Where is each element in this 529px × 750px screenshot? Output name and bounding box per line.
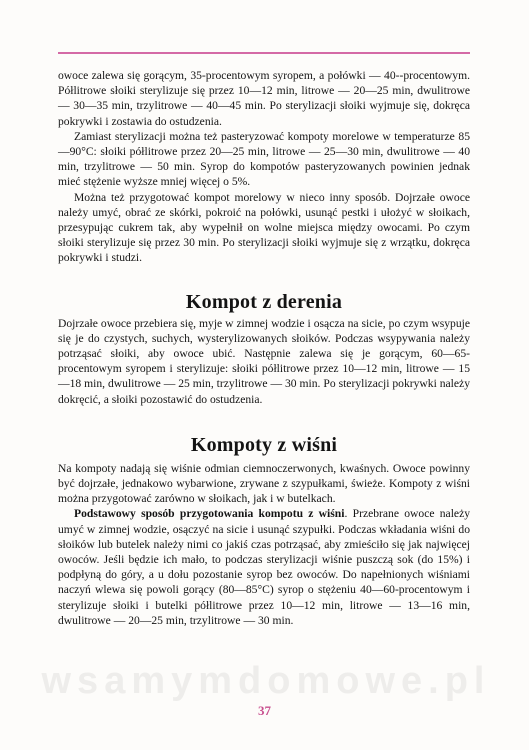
top-decorative-rule <box>58 52 470 54</box>
heading-kompoty-z-wisni: Kompoty z wiśni <box>190 433 338 456</box>
paragraph-cornel-compote: Dojrzałe owoce przebiera się, myje w zimnej wodzie i osącza na sicie, po czym wsypuje się je do czystych, suchych, wysterylizowanych słoików. Podczas wsypywania należy potrząsać słoiki, aby owoce ubić. Następnie zalewa się je gorącym, 60—65-procentowym syropem i sterylizuje: słoiki półlitrowe przez 10—12 min, litrowe — 15—18 min, dwulitrowe — 25 min, trzylitrowe — 30 min. Po sterylizacji pokrywki należy dokręcić, a słoiki pozostawić do ostudzenia. <box>58 316 470 406</box>
paragraph-lead-bold: Podstawowy sposób przygotowania kompotu z wiśni <box>74 507 345 521</box>
paragraph-apricot-alternative-method: Można też przygotować kompot morelowy w nieco inny sposób. Dojrzałe owoce należy umyć, obrać ze skórki, pokroić na połówki, usunąć pestki i ułożyć w słoikach, przesypując cukrem tak, aby wypełnił on wolne miejsca między owocami. Po czym słoiki sterylizuje się przez 30 min. Po sterylizacji słoiki wyjmuje się z wrzątku, dokręca pokrywki i studzi. <box>58 190 470 265</box>
paragraph-cherry-basic-method <box>58 506 470 628</box>
page-body <box>58 68 470 628</box>
paragraph-apricot-sterilization: owoce zalewa się gorącym, 35-procentowym syropem, a połówki — 40--procentowym. Półlitrowe słoiki sterylizuje się przez 10—12 min, litrowe — 20—25 min, dwulitrowe — 30—35 min, trzylitrowe — 40—45 min. Po sterylizacji słoiki wyjmuje się, dokręca pokrywki i zostawia do ostudzenia. <box>58 69 470 128</box>
paragraph-apricot-pasteurization: Zamiast sterylizacji można też pasteryzować kompoty morelowe w temperaturze 85—90°C: słoiki półlitrowe przez 20—25 min, litrowe — 25—30 min, dwulitrowe — 40 min, trzylitrowe — 50 min. Syrop do kompotów pasteryzowanych powinien jednak mieć stężenie wyższe mniej więcej o 5%. <box>58 129 470 189</box>
watermark: wsamymdomowe.pl <box>41 660 491 702</box>
heading-kompot-z-derenia: Kompot z derenia <box>185 290 343 313</box>
paragraph-cherry-basic-method-text: . Przebrane owoce należy umyć w zimnej wodzie, osączyć na sicie i usunąć szypułki. Podczas wkładania wiśni do słoików lub butelek należy nimi co jakiś czas potrząsać, aby zmieściło się jak najwięcej owoców. Jeśli będzie ich mało, to podczas sterylizacji wiśnie puszczą sok (do 15%) i podpłyną do góry, a u dołu pozostanie syrop bez owoców. Do napełnionych wiśniami naczyń wlewa się powoli gorący (80—85°C) syrop o stężeniu 40—60-procentowym i sterylizuje słoiki i butelki półlitrowe przez 10—12 min, litrowe — 13—16 min, dwulitrowe — 20—25 min, trzylitrowe — 30 min. <box>58 507 471 627</box>
paragraph-cherry-varieties: Na kompoty nadają się wiśnie odmian ciemnoczerwonych, kwaśnych. Owoce powinny być dojrzałe, jednakowo wybarwione, zrywane z szypułkami, świeże. Kompoty z wiśni można przygotować zarówno w słoikach, jak i w butelkach. <box>58 461 470 506</box>
page-number: 37 <box>258 703 271 718</box>
